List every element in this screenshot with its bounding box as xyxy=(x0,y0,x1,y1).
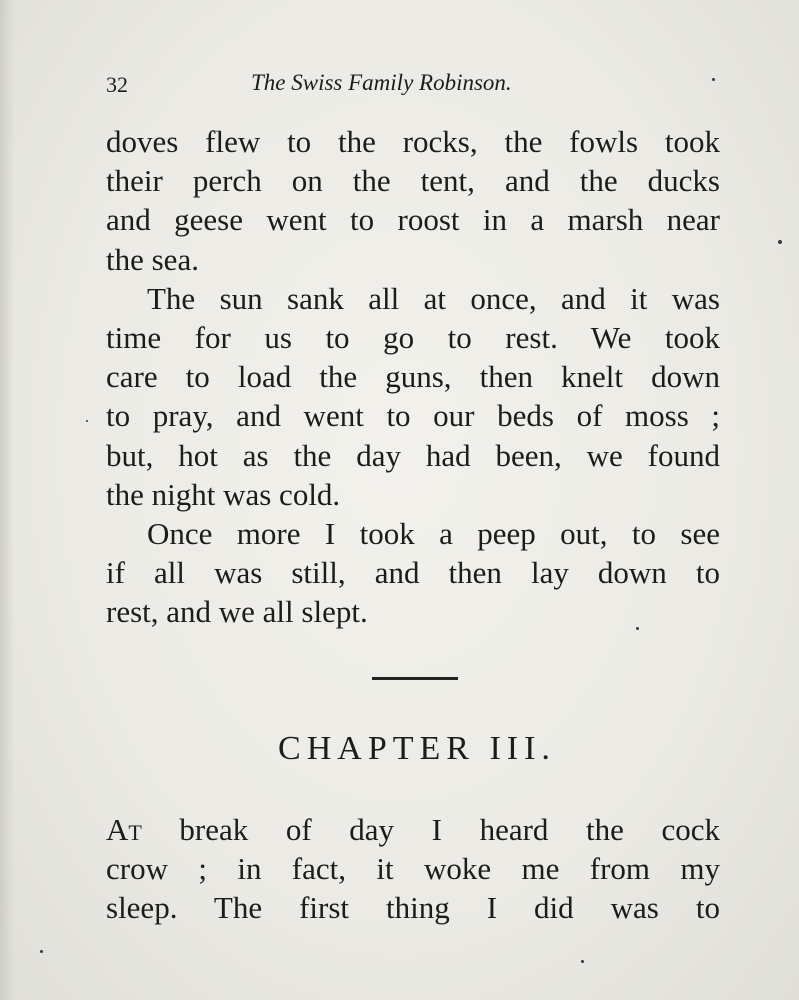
paragraph-3 xyxy=(106,514,720,632)
text-line: sleep. The first thing I did was to xyxy=(106,890,720,926)
text-line: the sea. xyxy=(106,241,199,277)
chapter-opening-text xyxy=(106,810,720,928)
print-speck xyxy=(778,240,782,244)
print-speck xyxy=(712,78,715,81)
text-line: their perch on the tent, and the ducks xyxy=(106,163,720,199)
text-line xyxy=(106,810,720,849)
text-line: Once more I took a peep out, to see xyxy=(147,516,720,552)
text-line: the night was cold. xyxy=(106,476,341,512)
body-text xyxy=(106,122,720,632)
text-line: but, hot as the day had been, we found xyxy=(106,437,720,473)
chapter-dropword: At xyxy=(106,812,142,847)
running-title: The Swiss Family Robinson. xyxy=(251,70,512,95)
print-speck xyxy=(581,960,584,963)
text-line: to pray, and went to our beds of moss ; xyxy=(106,398,720,434)
text-line: rest, and we all slept. xyxy=(106,594,368,630)
section-divider xyxy=(372,677,458,680)
text-line: The sun sank all at once, and it was xyxy=(147,280,720,316)
text-line: doves flew to the rocks, the fowls took xyxy=(106,124,720,159)
text-line: care to load the guns, then knelt down xyxy=(106,359,720,395)
text-line: time for us to go to rest. We took xyxy=(106,320,720,356)
print-speck xyxy=(636,627,639,630)
print-speck xyxy=(86,420,88,422)
print-speck xyxy=(40,950,43,953)
chapter-heading: CHAPTER III. xyxy=(278,730,556,767)
text-line-rest: break of day I heard the cock xyxy=(141,812,720,847)
paragraph-1 xyxy=(106,122,720,279)
text-line: crow ; in fact, it woke me from my xyxy=(106,851,720,887)
page-edge-shadow xyxy=(0,0,14,1000)
page-number: 32 xyxy=(106,72,128,97)
text-line: and geese went to roost in a marsh near xyxy=(106,202,720,238)
running-head xyxy=(106,70,720,104)
text-line: if all was still, and then lay down to xyxy=(106,555,720,591)
paragraph-2 xyxy=(106,279,720,514)
